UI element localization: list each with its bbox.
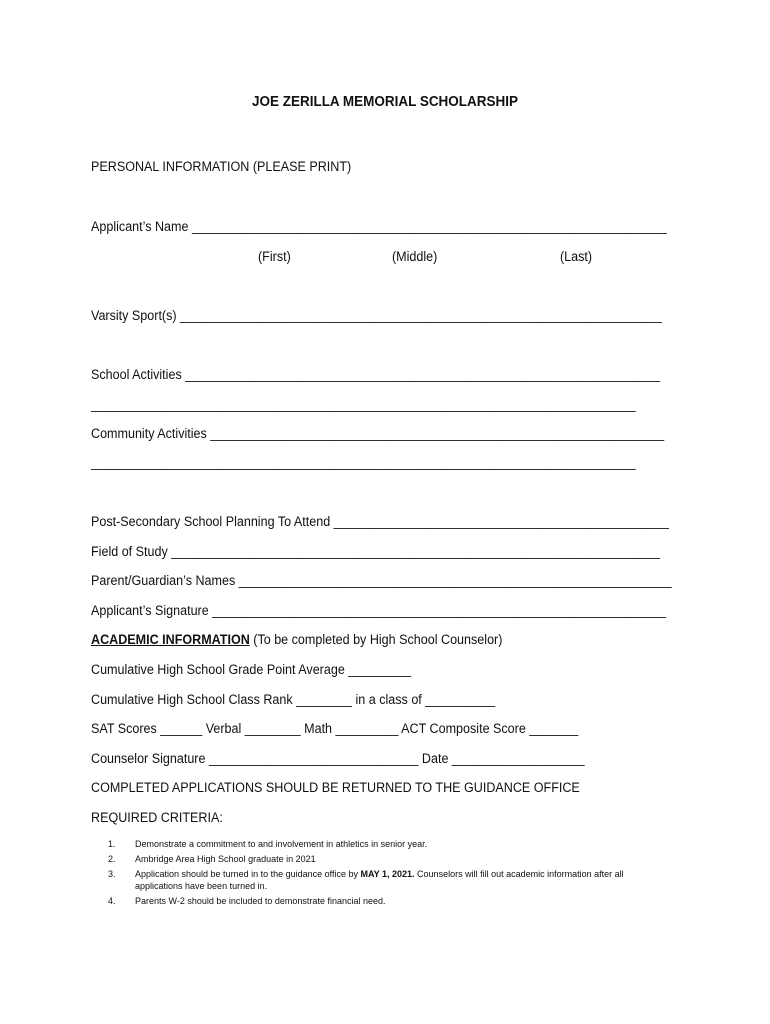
- criteria-item: [108, 868, 668, 892]
- criteria-header: REQUIRED CRITERIA:: [91, 810, 223, 825]
- criteria-item: [108, 853, 668, 865]
- applicant-name-field[interactable]: Applicant’s Name ____________________________________________________________________: [91, 219, 667, 234]
- gpa-field[interactable]: Cumulative High School Grade Point Average _________: [91, 662, 412, 677]
- criteria-text: Demonstrate a commitment to and involvement in athletics in senior year.: [135, 839, 428, 849]
- criteria-text: Ambridge Area High School graduate in 2021: [135, 854, 316, 864]
- field-of-study-field[interactable]: Field of Study ______________________________________________________________________: [91, 544, 661, 559]
- post-secondary-field[interactable]: Post-Secondary School Planning To Attend ________________________________________________: [91, 514, 669, 529]
- counselor-signature-field[interactable]: Counselor Signature ______________________________ Date ___________________: [91, 751, 585, 766]
- community-activities-field[interactable]: Community Activities _________________________________________________________________: [91, 426, 665, 441]
- academic-info-heading: [91, 632, 502, 647]
- personal-info-header: PERSONAL INFORMATION (PLEASE PRINT): [91, 159, 352, 174]
- criteria-text-part: Application should be turned in to the guidance office by: [135, 869, 361, 879]
- criteria-text-part: Counselors will fill out academic information after all applications have been turned in.: [135, 869, 624, 891]
- parent-names-field[interactable]: Parent/Guardian’s Names ______________________________________________________________: [91, 573, 672, 588]
- middle-name-label: (Middle): [392, 249, 438, 264]
- varsity-sports-field[interactable]: Varsity Sport(s) _____________________________________________________________________: [91, 308, 662, 323]
- criteria-number: 3.: [108, 869, 116, 879]
- academic-heading-note: (To be completed by High School Counselor): [249, 632, 503, 647]
- applicant-signature-field[interactable]: Applicant’s Signature _________________________________________________________________: [91, 603, 667, 618]
- criteria-number: 4.: [108, 896, 116, 906]
- last-name-label: (Last): [560, 249, 593, 264]
- criteria-list: [108, 838, 668, 910]
- deadline-date: MAY 1, 2021.: [360, 869, 415, 879]
- academic-heading-label: ACADEMIC INFORMATION: [91, 632, 250, 647]
- criteria-text: Parents W-2 should be included to demonstrate financial need.: [135, 896, 386, 906]
- community-activities-continuation[interactable]: ______________________________________________________________________________: [91, 455, 636, 470]
- criteria-number: 1.: [108, 839, 116, 849]
- test-scores-field[interactable]: SAT Scores ______ Verbal ________ Math _________ ACT Composite Score _______: [91, 721, 579, 736]
- school-activities-field[interactable]: School Activities ____________________________________________________________________: [91, 367, 661, 382]
- criteria-number: 2.: [108, 854, 116, 864]
- criteria-item: [108, 838, 668, 850]
- return-notice: COMPLETED APPLICATIONS SHOULD BE RETURNED TO THE GUIDANCE OFFICE: [91, 780, 580, 795]
- first-name-label: (First): [258, 249, 291, 264]
- criteria-text: [135, 868, 668, 892]
- school-activities-continuation[interactable]: ______________________________________________________________________________: [91, 397, 636, 412]
- form-title: JOE ZERILLA MEMORIAL SCHOLARSHIP: [252, 94, 518, 110]
- class-rank-field[interactable]: Cumulative High School Class Rank ________ in a class of __________: [91, 692, 496, 707]
- criteria-item: [108, 895, 668, 907]
